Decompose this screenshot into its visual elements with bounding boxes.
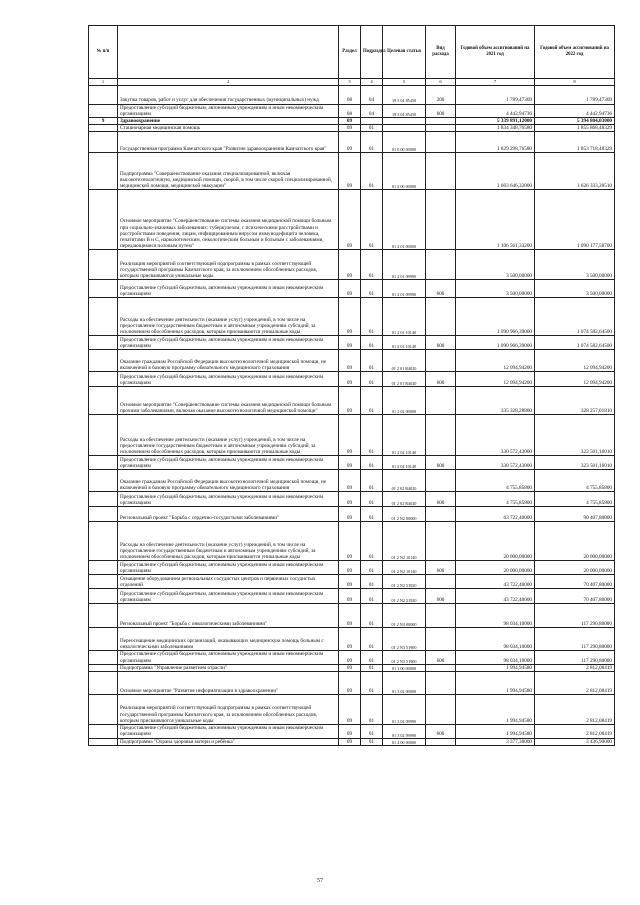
row-amount-2022: 117 290,80000 — [535, 604, 615, 628]
row-amount-2022: 70 407,80000 — [535, 589, 615, 604]
row-subsection: 01 — [361, 298, 383, 336]
row-subsection: 01 — [361, 695, 383, 725]
row-number — [89, 456, 118, 470]
row-expense-kind: 600 — [426, 336, 456, 350]
row-subsection: 01 — [361, 725, 383, 738]
row-section: 09 — [339, 695, 361, 725]
column-number: 2 — [118, 79, 339, 86]
row-amount-2021: 20 000,00000 — [456, 522, 535, 561]
row-number — [89, 522, 118, 561]
row-subsection: 01 — [361, 651, 383, 664]
row-section: 09 — [339, 336, 361, 350]
row-section: 09 — [339, 492, 361, 507]
header-2022: Годовой объем ассигнований на 2022 год — [535, 26, 615, 79]
table-row — [89, 336, 615, 350]
row-subsection: 01 — [361, 575, 383, 589]
row-target-code: 01 2 02 10140 — [383, 415, 426, 456]
row-section: 09 — [339, 190, 361, 250]
row-number — [89, 738, 118, 745]
table-row — [89, 104, 615, 117]
row-amount-2022: 3 500,00000 — [535, 250, 615, 280]
row-target-code: 01 2 02 R4020 — [383, 492, 426, 507]
row-subsection: 01 — [361, 604, 383, 628]
row-description: Переоснащение медицинских организаций, оказывающих медицинскую помощь больным с онкологическими заболеваниями — [118, 628, 339, 651]
row-section: 09 — [339, 672, 361, 695]
row-amount-2022: 5 394 804,03000 — [535, 117, 615, 124]
row-amount-2022: 2 812,08419 — [535, 695, 615, 725]
row-target-code: 01 2 N2 51920 — [383, 575, 426, 589]
row-number — [89, 153, 118, 190]
row-number — [89, 280, 118, 298]
row-section: 09 — [339, 604, 361, 628]
row-expense-kind — [426, 522, 456, 561]
row-expense-kind — [426, 507, 456, 522]
row-description: Предоставление субсидий бюджетным, автономным учреждениям и иным некоммерческим организациям — [118, 280, 339, 298]
row-target-code: 01 3 00 00000 — [383, 664, 426, 671]
row-target-code: 01 2 N2 10140 — [383, 522, 426, 561]
row-description: Предоставление субсидий бюджетным, автономным учреждениям и иным некоммерческим организациям — [118, 104, 339, 117]
row-description: Реализация мероприятий соответствующей подпрограммы в рамках соответствующей государственной программы Камчатского края, за исключением обособленных расходов, которым присваиваются уникальные коды — [118, 695, 339, 725]
row-subsection: 01 — [361, 190, 383, 250]
row-number — [89, 415, 118, 456]
row-subsection: 04 — [361, 85, 383, 104]
row-amount-2021: 98 034,10000 — [456, 651, 535, 664]
table-row — [89, 298, 615, 336]
header-kind: Вид расхода — [426, 26, 456, 79]
row-amount-2022: 1 855 868,48329 — [535, 125, 615, 132]
row-subsection: 01 — [361, 470, 383, 492]
row-description: Предоставление субсидий бюджетным, автономным учреждениям и иным некоммерческим организациям — [118, 492, 339, 507]
row-number — [89, 628, 118, 651]
row-subsection: 01 — [361, 132, 383, 153]
row-amount-2021: 1 994,94580 — [456, 664, 535, 671]
row-number — [89, 672, 118, 695]
row-description: Подпрограмма "Совершенствование оказания специализированной, включая высокотехнологичную, медицинской помощи, скорой, в том числе скорой специализированной, медицинской помощи, медицинской эвакуации" — [118, 153, 339, 190]
row-target-code: 01 2 01 R4020 — [383, 350, 426, 372]
row-section: 09 — [339, 415, 361, 456]
row-amount-2022: 323 501,16010 — [535, 456, 615, 470]
row-amount-2021: 1 994,94580 — [456, 725, 535, 738]
table-row — [89, 589, 615, 604]
row-subsection: 01 — [361, 250, 383, 280]
row-subsection: 01 — [361, 456, 383, 470]
row-section: 08 — [339, 85, 361, 104]
row-section: 09 — [339, 117, 361, 124]
row-expense-kind: 200 — [426, 85, 456, 104]
row-description: Региональный проект "Борьба с онкологическими заболеваниями" — [118, 604, 339, 628]
row-description: Здравоохранение — [118, 117, 339, 124]
row-number — [89, 372, 118, 387]
row-amount-2022: 3 436,90000 — [535, 738, 615, 745]
row-section: 09 — [339, 372, 361, 387]
row-description: Региональный проект "Борьба с сердечно-сосудистыми заболеваниями" — [118, 507, 339, 522]
row-number — [89, 85, 118, 104]
row-amount-2022: 2 812,08419 — [535, 664, 615, 671]
row-expense-kind — [426, 132, 456, 153]
row-number — [89, 387, 118, 415]
row-amount-2022: 90 407,80000 — [535, 507, 615, 522]
row-target-code: 19 3 04 85450 — [383, 104, 426, 117]
row-amount-2021: 63 722,40000 — [456, 507, 535, 522]
row-number — [89, 104, 118, 117]
row-amount-2021: 43 722,40000 — [456, 589, 535, 604]
page-number: 57 — [317, 878, 323, 884]
table-row — [89, 250, 615, 280]
column-number: 4 — [361, 79, 383, 86]
row-target-code: 19 3 04 85450 — [383, 85, 426, 104]
column-number: 1 — [89, 79, 118, 86]
row-target-code: 01 2 01 10140 — [383, 336, 426, 350]
row-number — [89, 651, 118, 664]
row-section: 08 — [339, 104, 361, 117]
row-target-code — [383, 117, 426, 124]
row-description: Оказание гражданам Российской Федерации высокотехнологичной медицинской помощи, не включенной в базовую программу обязательного медицинского страхования — [118, 470, 339, 492]
row-target-code: 01 2 N2 51920 — [383, 589, 426, 604]
row-number: 9 — [89, 117, 118, 124]
row-amount-2021: 1 090 966,39000 — [456, 298, 535, 336]
row-amount-2021: 4 755,85800 — [456, 470, 535, 492]
row-expense-kind — [426, 695, 456, 725]
row-description: Предоставление субсидий бюджетным, автономным учреждениям и иным некоммерческим организациям — [118, 372, 339, 387]
column-number: 7 — [456, 79, 535, 86]
budget-table — [88, 25, 615, 746]
row-subsection: 01 — [361, 415, 383, 456]
table-row — [89, 628, 615, 651]
table-row — [89, 672, 615, 695]
row-number — [89, 575, 118, 589]
row-target-code: 01 2 N3 51900 — [383, 651, 426, 664]
row-target-code: 01 2 02 R4020 — [383, 470, 426, 492]
row-section: 09 — [339, 125, 361, 132]
row-number — [89, 561, 118, 575]
row-amount-2022: 117 290,80000 — [535, 651, 615, 664]
row-section: 09 — [339, 456, 361, 470]
row-expense-kind — [426, 350, 456, 372]
row-number — [89, 350, 118, 372]
table-row — [89, 575, 615, 589]
row-amount-2021: 4 442,94736 — [456, 104, 535, 117]
row-target-code: 01 2 N3 51900 — [383, 628, 426, 651]
row-section: 09 — [339, 153, 361, 190]
row-amount-2021: 1 829 298,76580 — [456, 132, 535, 153]
row-target-code: 01 3 02 09990 — [383, 695, 426, 725]
row-description: Закупка товаров, работ и услуг для обеспечения государственных (муниципальных) нужд — [118, 85, 339, 104]
row-expense-kind — [426, 604, 456, 628]
row-amount-2022: 1 074 582,64500 — [535, 298, 615, 336]
row-number — [89, 604, 118, 628]
row-target-code: 01 2 N2 00000 — [383, 507, 426, 522]
row-amount-2022: 328 257,01810 — [535, 387, 615, 415]
row-subsection: 01 — [361, 336, 383, 350]
row-description: Оказание гражданам Российской Федерации высокотехнологичной медицинской помощи, не включенной в базовую программу обязательного медицинского страхования — [118, 350, 339, 372]
row-expense-kind: 600 — [426, 280, 456, 298]
row-number — [89, 190, 118, 250]
row-expense-kind — [426, 298, 456, 336]
row-expense-kind — [426, 575, 456, 589]
row-subsection — [361, 117, 383, 124]
column-number: 6 — [426, 79, 456, 86]
row-expense-kind — [426, 664, 456, 671]
row-subsection: 01 — [361, 125, 383, 132]
row-expense-kind — [426, 415, 456, 456]
row-number — [89, 492, 118, 507]
row-target-code: 01 2 01 10140 — [383, 298, 426, 336]
table-row — [89, 350, 615, 372]
row-amount-2022: 117 290,80000 — [535, 628, 615, 651]
row-subsection: 04 — [361, 104, 383, 117]
row-description: Расходы на обеспечение деятельности (оказание услуг) учреждений, в том числе на предоставление государственным бюджетным и автономным учреждениям субсидий, за исключением обособленных расходов, которым присваиваются уникальные коды — [118, 522, 339, 561]
row-section: 09 — [339, 522, 361, 561]
row-target-code: 01 2 01 09990 — [383, 280, 426, 298]
row-expense-kind — [426, 672, 456, 695]
row-amount-2021: 12 094,94200 — [456, 350, 535, 372]
row-subsection: 01 — [361, 153, 383, 190]
row-expense-kind: 600 — [426, 456, 456, 470]
row-section: 09 — [339, 575, 361, 589]
row-expense-kind — [426, 470, 456, 492]
row-section: 09 — [339, 589, 361, 604]
row-description: Государственная программа Камчатского края "Развитие здравоохранения Камчатского края" — [118, 132, 339, 153]
row-description: Расходы на обеспечение деятельности (оказание услуг) учреждений, в том числе на предоставление государственным бюджетным и автономным учреждениям субсидий, за исключением обособленных расходов, которым присваиваются уникальные коды — [118, 415, 339, 456]
row-subsection: 01 — [361, 387, 383, 415]
row-section: 09 — [339, 738, 361, 745]
column-number: 8 — [535, 79, 615, 86]
table-row — [89, 372, 615, 387]
row-amount-2021: 1 603 646,32000 — [456, 153, 535, 190]
row-target-code: 01 2 00 00000 — [383, 153, 426, 190]
row-amount-2021: 3 500,00000 — [456, 280, 535, 298]
table-row — [89, 522, 615, 561]
row-description: Подпрограмма "Управление развитием отрасли" — [118, 664, 339, 671]
row-number — [89, 125, 118, 132]
row-amount-2021: 98 034,10000 — [456, 604, 535, 628]
row-section: 09 — [339, 561, 361, 575]
row-number — [89, 132, 118, 153]
row-target-code — [383, 125, 426, 132]
row-amount-2022: 2 812,08419 — [535, 672, 615, 695]
row-number — [89, 589, 118, 604]
row-description: Реализация мероприятий соответствующей подпрограммы в рамках соответствующей государственной программы Камчатского края, за исключением обособленных расходов, которым присваиваются уникальные коды — [118, 250, 339, 280]
row-number — [89, 470, 118, 492]
row-target-code: 01 2 02 00000 — [383, 387, 426, 415]
row-subsection: 01 — [361, 507, 383, 522]
row-target-code: 01 4 00 00000 — [383, 738, 426, 745]
row-amount-2021: 1 090 966,39000 — [456, 336, 535, 350]
row-description: Оснащение оборудованием региональных сосудистых центров и первичных сосудистых отделений — [118, 575, 339, 589]
row-expense-kind: 600 — [426, 492, 456, 507]
row-section: 09 — [339, 628, 361, 651]
row-expense-kind — [426, 387, 456, 415]
table-row — [89, 695, 615, 725]
table-row — [89, 85, 615, 104]
row-amount-2021: 1 994,94580 — [456, 672, 535, 695]
row-section: 09 — [339, 298, 361, 336]
row-subsection: 01 — [361, 372, 383, 387]
row-target-code: 01 2 01 09990 — [383, 250, 426, 280]
row-section: 09 — [339, 280, 361, 298]
table-row — [89, 132, 615, 153]
row-expense-kind: 600 — [426, 372, 456, 387]
row-subsection: 01 — [361, 628, 383, 651]
row-amount-2022: 1 090 177,58700 — [535, 190, 615, 250]
row-amount-2022: 20 000,00000 — [535, 561, 615, 575]
row-amount-2022: 1 853 718,48329 — [535, 132, 615, 153]
row-description: Предоставление субсидий бюджетным, автономным учреждениям и иным некоммерческим организациям — [118, 725, 339, 738]
row-target-code: 01 3 02 00000 — [383, 672, 426, 695]
table-row — [89, 507, 615, 522]
row-section: 09 — [339, 350, 361, 372]
row-target-code: 01 2 N3 00000 — [383, 604, 426, 628]
row-number — [89, 298, 118, 336]
row-amount-2022: 1 626 333,20510 — [535, 153, 615, 190]
row-description: Предоставление субсидий бюджетным, автономным учреждениям и иным некоммерческим организациям — [118, 589, 339, 604]
table-row — [89, 651, 615, 664]
row-target-code: 01 0 00 00000 — [383, 132, 426, 153]
row-section: 09 — [339, 507, 361, 522]
table-row — [89, 415, 615, 456]
row-section: 09 — [339, 651, 361, 664]
header-subsection: Подраздел — [361, 26, 383, 79]
row-amount-2021: 1 106 561,33200 — [456, 190, 535, 250]
row-subsection: 01 — [361, 522, 383, 561]
row-expense-kind: 600 — [426, 589, 456, 604]
table-row — [89, 117, 615, 124]
row-description: Стационарная медицинская помощь — [118, 125, 339, 132]
header-num: № п/п — [89, 26, 118, 79]
row-amount-2022: 12 094,94200 — [535, 350, 615, 372]
row-subsection: 01 — [361, 738, 383, 745]
row-description: Подпрограмма "Охрана здоровья матери и ребёнка" — [118, 738, 339, 745]
row-description: Предоставление субсидий бюджетным, автономным учреждениям и иным некоммерческим организациям — [118, 336, 339, 350]
table-row — [89, 125, 615, 132]
row-subsection: 01 — [361, 589, 383, 604]
row-description: Расходы на обеспечение деятельности (оказание услуг) учреждений, в том числе на предоставление государственным бюджетным и автономным учреждениям субсидий, за исключением обособленных расходов, которым присваиваются уникальные коды — [118, 298, 339, 336]
row-description: Предоставление субсидий бюджетным, автономным учреждениям и иным некоммерческим организациям — [118, 651, 339, 664]
header-row — [89, 26, 615, 79]
row-amount-2021: 20 000,00000 — [456, 561, 535, 575]
row-description: Предоставление субсидий бюджетным, автономным учреждениям и иным некоммерческим организациям — [118, 456, 339, 470]
row-expense-kind: 600 — [426, 651, 456, 664]
table-row — [89, 153, 615, 190]
row-section: 09 — [339, 387, 361, 415]
table-row — [89, 492, 615, 507]
column-number: 5 — [383, 79, 426, 86]
row-subsection: 01 — [361, 492, 383, 507]
row-amount-2021: 1 789,47369 — [456, 85, 535, 104]
row-amount-2022: 12 094,94200 — [535, 372, 615, 387]
row-amount-2021: 4 755,85800 — [456, 492, 535, 507]
table-row — [89, 280, 615, 298]
column-number: 3 — [339, 79, 361, 86]
row-expense-kind — [426, 628, 456, 651]
row-amount-2022: 4 755,85800 — [535, 470, 615, 492]
row-subsection: 01 — [361, 664, 383, 671]
row-number — [89, 250, 118, 280]
row-expense-kind — [426, 190, 456, 250]
row-amount-2021: 330 572,43000 — [456, 456, 535, 470]
row-amount-2022: 3 500,00000 — [535, 280, 615, 298]
table-row — [89, 456, 615, 470]
row-amount-2021: 1 994,94580 — [456, 695, 535, 725]
row-amount-2021: 330 572,43000 — [456, 415, 535, 456]
row-amount-2022: 4 755,85800 — [535, 492, 615, 507]
row-section: 09 — [339, 725, 361, 738]
row-expense-kind — [426, 153, 456, 190]
row-number — [89, 695, 118, 725]
header-target: Целевая статья — [383, 26, 426, 79]
row-expense-kind — [426, 125, 456, 132]
row-subsection: 01 — [361, 672, 383, 695]
row-subsection: 01 — [361, 561, 383, 575]
header-section: Раздел — [339, 26, 361, 79]
row-expense-kind: 600 — [426, 104, 456, 117]
row-expense-kind — [426, 738, 456, 745]
row-section: 09 — [339, 132, 361, 153]
table-row — [89, 387, 615, 415]
row-target-code: 01 2 01 R4020 — [383, 372, 426, 387]
header-name — [118, 26, 339, 79]
row-expense-kind — [426, 250, 456, 280]
row-target-code: 01 3 02 09990 — [383, 725, 426, 738]
row-section: 09 — [339, 664, 361, 671]
row-amount-2022: 70 407,80000 — [535, 575, 615, 589]
table-row — [89, 190, 615, 250]
row-amount-2021: 3 500,00000 — [456, 250, 535, 280]
row-number — [89, 507, 118, 522]
row-target-code: 01 2 01 00000 — [383, 190, 426, 250]
row-amount-2021: 12 094,94200 — [456, 372, 535, 387]
row-description: Основное мероприятие "Развитие информатизации в здравоохранении" — [118, 672, 339, 695]
table-row — [89, 470, 615, 492]
row-expense-kind: 600 — [426, 725, 456, 738]
row-amount-2021: 43 722,40000 — [456, 575, 535, 589]
row-subsection: 01 — [361, 280, 383, 298]
row-amount-2021: 1 834 348,76580 — [456, 125, 535, 132]
row-section: 09 — [339, 250, 361, 280]
table-row — [89, 561, 615, 575]
table-row — [89, 725, 615, 738]
row-amount-2021: 98 034,10000 — [456, 628, 535, 651]
row-expense-kind: 600 — [426, 561, 456, 575]
row-description: Предоставление субсидий бюджетным, автономным учреждениям и иным некоммерческим организациям — [118, 561, 339, 575]
header-2021: Годовой объем ассигнований на 2021 год — [456, 26, 535, 79]
row-description: Основное мероприятие "Совершенствование системы оказания медицинской помощи больным прочими заболеваниями, включая оказание высокотехнологичной медицинской помощи" — [118, 387, 339, 415]
row-description: Основное мероприятие "Совершенствование системы оказания медицинской помощи больным при социально-значимых заболеваниях: туберкулезом, с психическими расстройствами и расстройствами поведения, лицам, инфицированным вирусом иммунодефицита человека, гепатитами В и С, наркологическим, онкологическим больным и больным с заболеваниями, передающимися половым путем" — [118, 190, 339, 250]
row-amount-2022: 1 074 582,64500 — [535, 336, 615, 350]
row-section: 09 — [339, 470, 361, 492]
row-amount-2022: 4 442,94736 — [535, 104, 615, 117]
row-number — [89, 664, 118, 671]
row-target-code: 01 2 N2 10140 — [383, 561, 426, 575]
row-amount-2021: 3 377,30000 — [456, 738, 535, 745]
row-subsection: 01 — [361, 350, 383, 372]
row-amount-2021: 5 339 891,12000 — [456, 117, 535, 124]
table-row — [89, 738, 615, 745]
table-row — [89, 604, 615, 628]
row-number — [89, 336, 118, 350]
row-number — [89, 725, 118, 738]
row-amount-2022: 20 000,00000 — [535, 522, 615, 561]
row-amount-2021: 335 328,28800 — [456, 387, 535, 415]
table-row — [89, 664, 615, 671]
row-amount-2022: 323 501,16010 — [535, 415, 615, 456]
row-amount-2022: 1 789,47369 — [535, 85, 615, 104]
row-expense-kind — [426, 117, 456, 124]
table-body — [89, 85, 615, 745]
row-amount-2022: 2 812,08419 — [535, 725, 615, 738]
row-target-code: 01 2 02 10140 — [383, 456, 426, 470]
